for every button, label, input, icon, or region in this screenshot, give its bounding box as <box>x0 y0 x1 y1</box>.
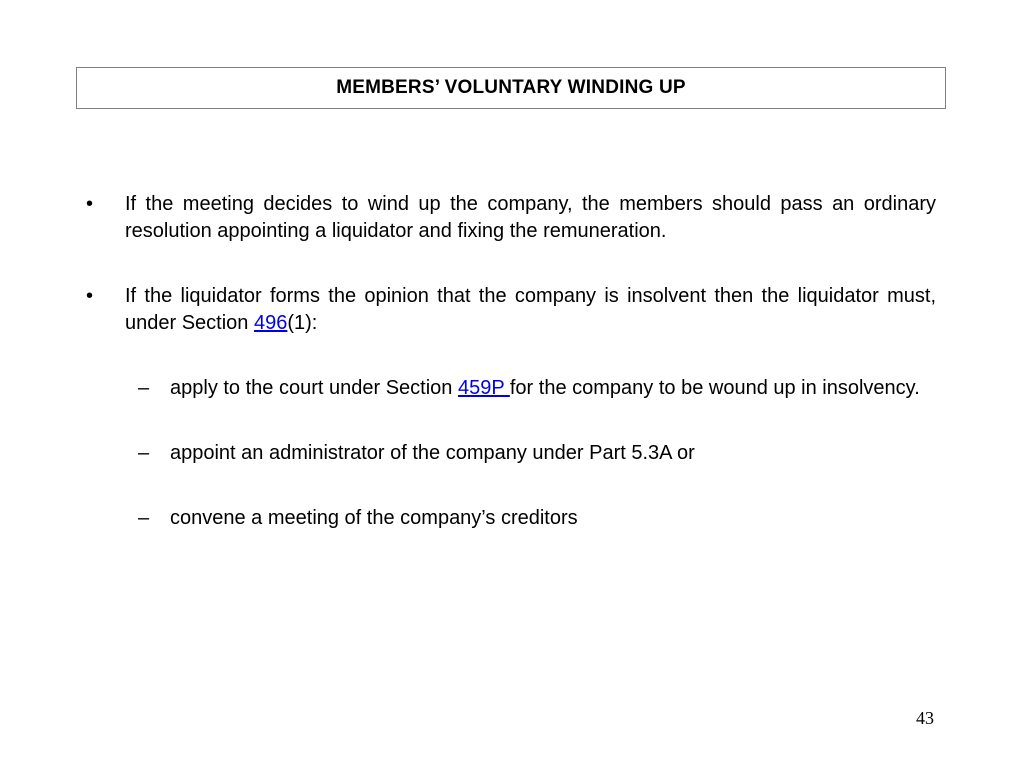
bullet-item <box>86 283 936 337</box>
title-box <box>76 67 946 109</box>
sub-item-text: apply to the court under Section <box>170 377 458 399</box>
dash-marker: – <box>138 442 150 464</box>
sub-item-text-suffix: for the company to be wound up in insolvency. <box>509 377 920 399</box>
slide-title: MEMBERS’ VOLUNTARY WINDING UP <box>336 77 686 98</box>
bullet-marker: • <box>86 285 94 307</box>
dash-marker: – <box>138 377 150 399</box>
sub-item-text: appoint an administrator of the company under Part 5.3A or <box>170 442 695 464</box>
bullet-text: If the liquidator forms the opinion that the company is insolvent then the liquidator must, under Section <box>125 285 936 334</box>
sub-item <box>86 375 936 402</box>
bullet-marker: • <box>86 193 94 215</box>
page-number: 43 <box>916 708 934 728</box>
sub-item-text: convene a meeting of the company’s creditors <box>170 507 578 529</box>
bullet-item <box>86 191 936 245</box>
section-496-link[interactable]: 496 <box>253 312 288 334</box>
slide-content <box>86 191 936 570</box>
sub-item <box>86 440 936 467</box>
section-459p-link[interactable]: 459P <box>457 377 510 399</box>
bullet-text-suffix: (1): <box>287 312 318 334</box>
dash-marker: – <box>138 507 150 529</box>
sub-item <box>86 505 936 532</box>
bullet-text: If the meeting decides to wind up the company, the members should pass an ordinary resolution appointing a liquidator and fixing the remuneration. <box>125 193 936 242</box>
